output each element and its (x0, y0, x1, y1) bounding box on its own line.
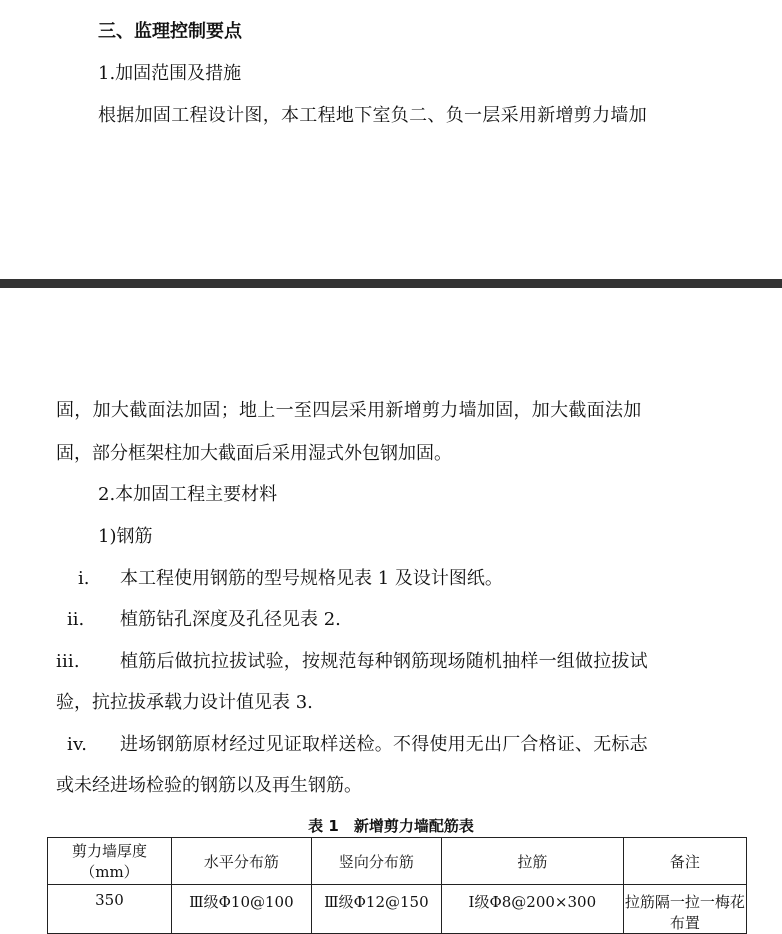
item-marker: ii. (67, 609, 85, 630)
table-header-row (48, 838, 747, 885)
table-row (48, 885, 747, 934)
header-wall-thickness: 剪力墙厚度（mm） (48, 838, 172, 885)
header-tie-bar: 拉筋 (441, 838, 623, 885)
cell-remarks: 拉筋隔一拉一梅花布置 (623, 885, 746, 934)
subsection-heading: 1.加固范围及措施 (98, 63, 242, 84)
cell-vertical: Ⅲ级Φ12@150 (311, 885, 441, 934)
item-text: 进场钢筋原材经过见证取样送检。不得使用无出厂合格证、无标志 (120, 734, 648, 755)
item-text: 植筋钻孔深度及孔径见表 2. (120, 609, 341, 630)
cell-horizontal: Ⅲ级Φ10@100 (171, 885, 311, 934)
cell-thickness: 350 (48, 885, 172, 934)
list-item (78, 567, 503, 591)
header-horizontal-rebar: 水平分布筋 (171, 838, 311, 885)
header-remarks: 备注 (623, 838, 746, 885)
cell-tie: Ⅰ级Φ8@200×300 (441, 885, 623, 934)
table-caption: 表 1 新增剪力墙配筋表 (308, 817, 474, 835)
list-item-continuation: 或未经进场检验的钢筋以及再生钢筋。 (56, 775, 362, 796)
list-item (56, 650, 648, 674)
list-item-continuation: 验，抗拉拔承载力设计值见表 3. (56, 692, 313, 713)
item-text: 本工程使用钢筋的型号规格见表 1 及设计图纸。 (120, 568, 503, 589)
list-item (67, 733, 648, 757)
list-item (67, 608, 341, 632)
paragraph-start: 根据加固工程设计图，本工程地下室负二、负一层采用新增剪力墙加 (98, 105, 647, 126)
paragraph-continuation-2: 固，部分框架柱加大截面后采用湿式外包钢加固。 (56, 443, 452, 464)
section-heading: 三、监理控制要点 (98, 21, 242, 42)
page-1 (0, 0, 782, 279)
item-marker: iii. (56, 651, 80, 672)
page-divider (0, 279, 782, 288)
rebar-subheading: 1)钢筋 (98, 526, 153, 547)
paragraph-continuation-1: 固，加大截面法加固；地上一至四层采用新增剪力墙加固，加大截面法加 (56, 400, 642, 421)
item-marker: i. (78, 568, 90, 589)
header-vertical-rebar: 竖向分布筋 (311, 838, 441, 885)
item-text: 植筋后做抗拉拔试验，按规范每种钢筋现场随机抽样一组做拉拔试 (120, 651, 648, 672)
rebar-table (47, 837, 747, 934)
materials-heading: 2.本加固工程主要材料 (98, 484, 278, 505)
item-marker: iv. (67, 734, 88, 755)
